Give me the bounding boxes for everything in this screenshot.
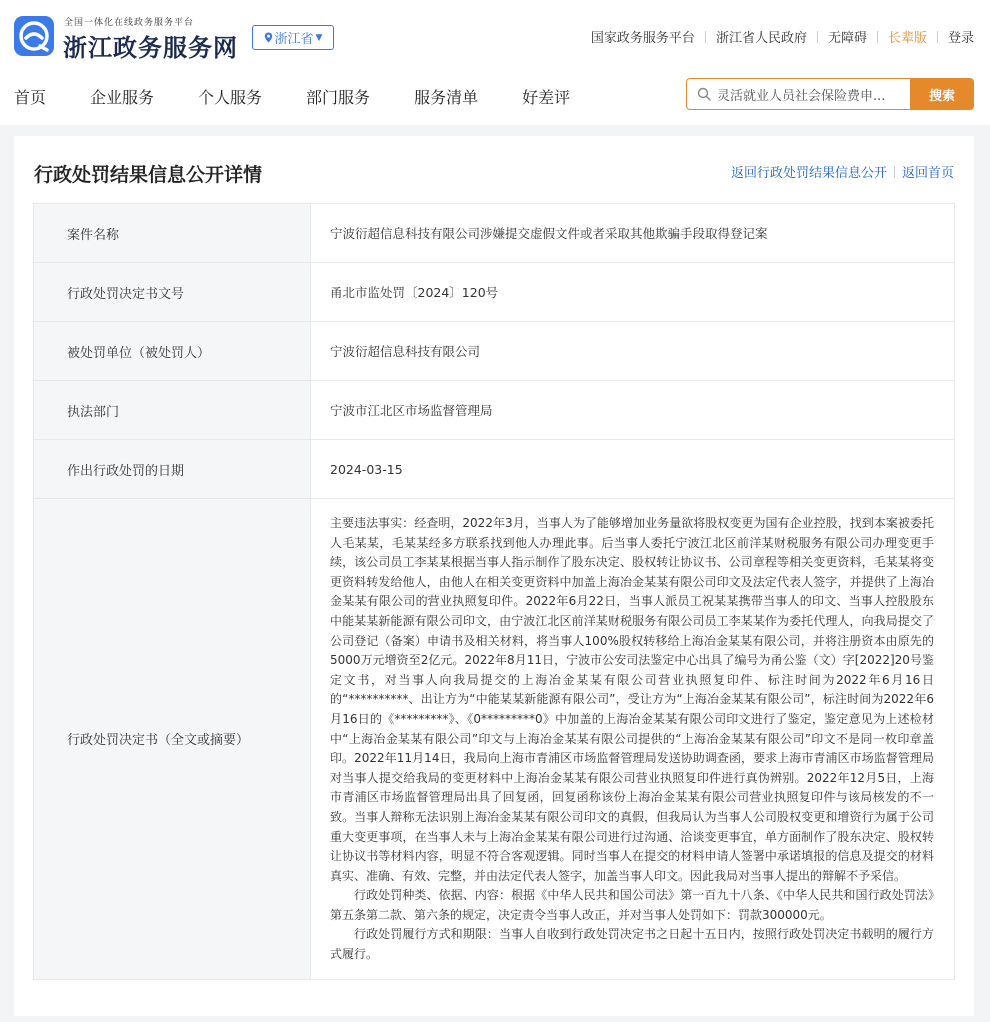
decision-fulfillment: 行政处罚履行方式和期限：当事人自收到行政处罚决定书之日起十五日内，按照行政处罚决定书载明的履行方式履行。 [330, 927, 934, 962]
table-row [34, 440, 954, 499]
row-value: 宁波市江北区市场监督管理局 [330, 403, 493, 418]
row-label: 被处罚单位（被处罚人） [34, 322, 311, 380]
top-links [591, 27, 974, 46]
region-label: 浙江省 [274, 32, 314, 47]
page-title: 行政处罚结果信息公开详情 [34, 164, 263, 186]
nav-home[interactable]: 首页 [14, 88, 47, 107]
link-provincial-government[interactable]: 浙江省人民政府 [715, 31, 807, 46]
row-label: 执法部门 [34, 381, 311, 439]
divider [705, 31, 706, 43]
row-label: 行政处罚决定书文号 [34, 263, 311, 321]
link-back-home[interactable]: 返回首页 [901, 166, 954, 181]
row-value: 宁波衍超信息科技有限公司 [330, 344, 481, 359]
divider [894, 166, 895, 178]
link-back-to-list[interactable]: 返回行政处罚结果信息公开 [730, 166, 887, 181]
caret-down-icon: ▼ [315, 32, 323, 43]
nav-department-services[interactable]: 部门服务 [306, 88, 371, 107]
link-elder-mode[interactable]: 长辈版 [887, 31, 927, 46]
row-value: 宁波衍超信息科技有限公司涉嫌提交虚假文件或者采取其他欺骗手段取得登记案 [330, 226, 768, 241]
row-label: 作出行政处罚的日期 [34, 440, 311, 498]
return-links [731, 162, 954, 181]
search-icon [697, 87, 711, 101]
row-label: 案件名称 [34, 204, 311, 262]
link-national-platform[interactable]: 国家政务服务平台 [590, 31, 695, 46]
divider [817, 31, 818, 43]
region-selector[interactable] [252, 25, 334, 50]
search-input[interactable] [717, 87, 903, 102]
link-accessibility[interactable]: 无障碍 [827, 31, 867, 46]
penalty-info-table [33, 203, 955, 980]
nav-enterprise-services[interactable]: 企业服务 [90, 88, 155, 107]
divider [877, 31, 878, 43]
decision-facts: 主要违法事实：经查明，2022年3月，当事人为了能够增加业务量欲将股权变更为国有企业控股，找到本案被委托人毛某某，毛某某经多方联系找到他人办理此事。后当事人委托宁波江北区前洋某财税服务有限公司办理变更手续，该公司员工李某某根据当事人指示制作了股东决定、股权转让协议书、公司章程等相关变更资料，毛某某将变更资料转发给他人，由他人在相关变更资料中加盖上海冶金某某有限公司印文及法定代表人签字，并提供了上海冶金某某有限公司的营业执照复印件。2022年6月22日，当事人派员工祝某某携带当事人的印文、当事人控股股东中能某某新能源有限公司印文，由宁波江北区前洋某财税服务有限公司员工李某某作为委托代理人，向我局提交了公司登记（备案）申请书及相关材料，将当事人100%股权转移给上海冶金某某有限公司，并将注册资本由原先的5000万元增资至2亿元。2022年8月11日，宁波市公安司法鉴定中心出具了编号为甬公鉴（文）字[2022]20号鉴定文书，对当事人向我局提交的上海冶金某某有限公司营业执照复印件、标注时间为2022年6月16日的“**********、出让方为“中能某某新能源有限公司”，受让方为“上海冶金某某有限公司”，标注时间为2022年6月16日的《*********》、《0*********0》中加盖的上海冶金某某有限公司印文进行了鉴定，鉴定意见为上述检材中“上海冶金某某有限公司”印文与上海冶金某某有限公司提供的“上海冶金某某有限公司”印文不是同一枚印章盖印。2022年11月14日，我局向上海市青浦区市场监督管理局发送协助调查函，要求上海市青浦区市场监督管理局对当事人提交给我局的变更材料中上海冶金某某有限公司营业执照复印件进行真伪辨别。2022年12月5日，上海市青浦区市场监督管理局出具了回复函，回复函称该份上海冶金某某有限公司营业执照复印件与该局核发的不一致。当事人辩称无法识别上海冶金某某有限公司印文的真假，但我局认为当事人公司股权变更和增资行为属于公司重大变更事项，在当事人未与上海冶金某某有限公司进行过沟通、洽谈变更事宜，单方面制作了股东决定、股权转让协议书等材料内容，明显不符合客观逻辑。同时当事人在提交的材料申请人签署中承诺填报的信息及提交的材料真实、准确、有效、完整，并由法定代表人签字，加盖当事人印文。因此我局对当事人提出的辩解不予采信。 [330, 516, 934, 883]
table-row [34, 263, 954, 322]
row-value [311, 499, 954, 979]
decision-penalty: 行政处罚种类、依据、内容：根据《中华人民共和国公司法》第一百九十八条、《中华人民共和国行政处罚法》第五条第二款、第六条的规定，决定责令当事人改正，并对当事人处罚如下：罚款300000元。 [330, 888, 934, 922]
row-label: 行政处罚决定书（全文或摘要） [34, 499, 311, 979]
row-value: 甬北市监处罚〔2024〕120号 [330, 285, 499, 300]
search-button[interactable]: 搜索 [910, 78, 974, 110]
divider [937, 31, 938, 43]
nav-feedback[interactable]: 好差评 [522, 88, 571, 107]
row-value: 2024-03-15 [330, 461, 403, 477]
link-login[interactable]: 登录 [947, 31, 974, 46]
location-pin-icon [264, 32, 273, 43]
detail-card [14, 136, 974, 1016]
nav-service-list[interactable]: 服务清单 [414, 88, 479, 107]
site-header [0, 0, 990, 125]
table-row [34, 381, 954, 440]
logo-title[interactable]: 浙江政务服务网 [63, 34, 238, 62]
logo-subtitle: 全国一体化在线政务服务平台 [64, 18, 195, 28]
decision-text [330, 514, 934, 965]
table-row [34, 322, 954, 381]
table-row [34, 204, 954, 263]
site-logo-icon[interactable] [14, 16, 54, 56]
search-field-wrapper[interactable] [686, 78, 910, 110]
search-bar [686, 78, 974, 110]
main-nav [14, 85, 614, 108]
nav-personal-services[interactable]: 个人服务 [198, 88, 263, 107]
table-row-decision [34, 499, 954, 979]
